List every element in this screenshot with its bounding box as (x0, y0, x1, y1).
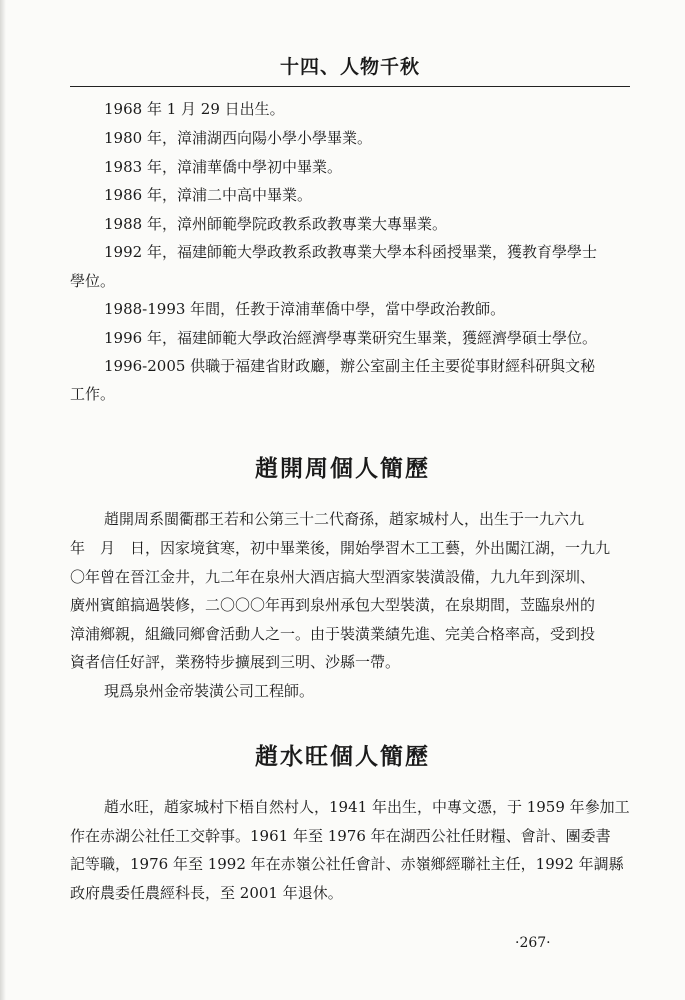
running-header: 十四、人物千秋 (279, 56, 420, 78)
body-line: 趙水旺，趙家城村下梧自然村人，1941 年出生，中專文憑，于 1959 年參加工 (104, 798, 630, 816)
header-rule (70, 86, 630, 87)
scan-edge (0, 0, 6, 1000)
body-line: 作在赤湖公社任工交幹事。1961 年至 1976 年在湖西公社任財糧、會計、團委書 (70, 827, 611, 845)
section-title: 趙開周個人簡歷 (255, 455, 430, 482)
body-line: 政府農委任農經科長，至 2001 年退休。 (70, 884, 343, 902)
body-line: 記等職，1976 年至 1992 年在赤嶺公社任會計、赤嶺鄉經聯社主任，1992 年調縣 (70, 855, 624, 873)
section-title: 趙水旺個人簡歷 (255, 743, 430, 770)
body-line: 現爲泉州金帝裝潢公司工程師。 (104, 682, 315, 700)
body-line: 廣州賓館搞過裝修，二〇〇〇年再到泉州承包大型裝潢，在泉期間，苙臨泉州的 (70, 596, 596, 614)
entry-line: 工作。 (70, 385, 116, 403)
entry-line: 1996-2005 供職于福建省財政廳，辦公室副主任主要從事財經科研與文秘 (104, 357, 596, 375)
entry-line: 1996 年，福建師範大學政治經濟學專業研究生畢業，獲經濟學碩士學位。 (104, 329, 597, 347)
body-line: 漳浦鄉親，組織同鄉會活動人之一。由于裝潢業績先進、完美合格率高，受到投 (70, 625, 596, 643)
body-line: 趙開周系閩衢郡王若和公第三十二代裔孫，趙家城村人，出生于一九六九 (104, 510, 585, 528)
entry-line: 1968 年 1 月 29 日出生。 (104, 100, 285, 118)
entry-line: 1983 年，漳浦華僑中學初中畢業。 (104, 158, 342, 176)
entry-line: 1988-1993 年間，任教于漳浦華僑中學，當中學政治教師。 (104, 300, 506, 318)
body-line: 〇年曾在晉江金井，九二年在泉州大酒店搞大型酒家裝潢設備，九九年到深圳、 (70, 568, 596, 586)
entry-line: 1992 年，福建師範大學政教系政教專業大學本科函授畢業，獲教育學學士 (104, 243, 597, 261)
body-line: 資者信任好評，業務特步擴展到三明、沙縣一帶。 (70, 653, 401, 671)
body-line: 年 月 日，因家境貧寒，初中畢業後，開始學習木工工藝，外出闖江湖，一九九 (70, 539, 611, 557)
entry-line: 學位。 (70, 272, 116, 290)
entry-line: 1986 年，漳浦二中高中畢業。 (104, 186, 312, 204)
page-number: ·267· (515, 935, 551, 951)
entry-line: 1988 年，漳州師範學院政教系政教專業大專畢業。 (104, 215, 447, 233)
entry-line: 1980 年，漳浦湖西向陽小學小學畢業。 (104, 129, 372, 147)
